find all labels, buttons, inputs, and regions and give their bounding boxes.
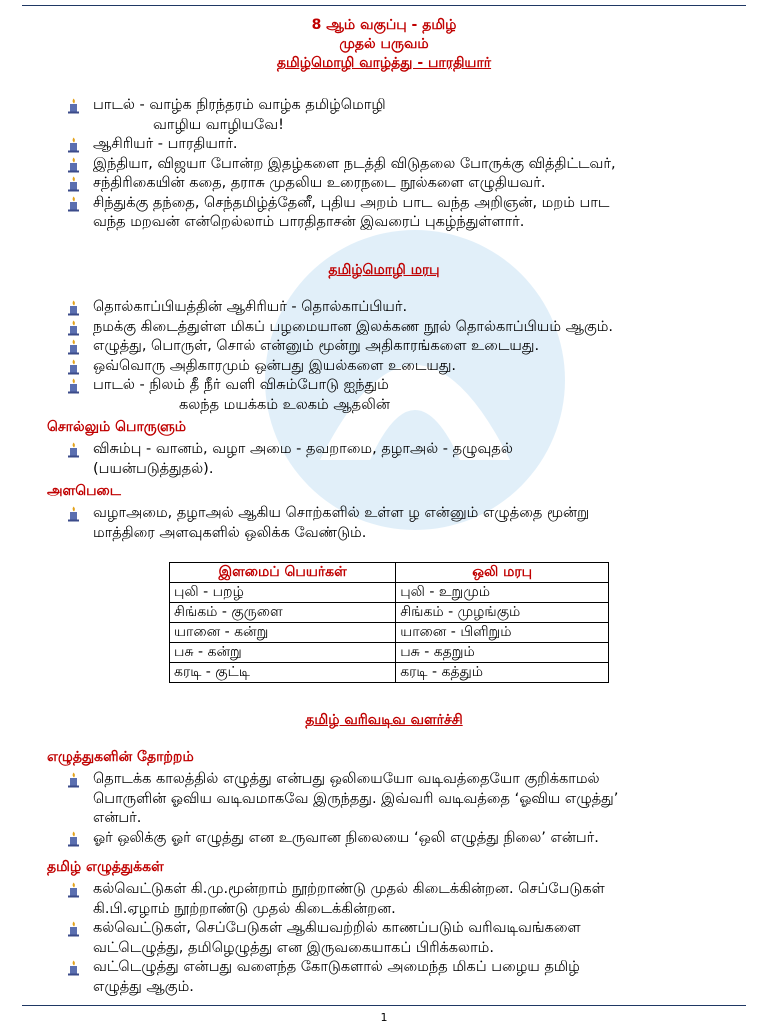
top-rule: [22, 5, 746, 6]
list-item: [67, 337, 747, 357]
list-item-text: சந்திரிகையின் கதை, தராசு முதலிய உரைநடை நூல்களை எழுதியவர்.: [93, 175, 546, 191]
names-table: [169, 562, 609, 683]
table-cell: யானை - பிளிறும்: [396, 623, 609, 643]
candle-bullet-icon: [67, 378, 81, 394]
list-item: [67, 829, 747, 849]
table-cell: பசு - கதறும்: [396, 643, 609, 663]
candle-bullet-icon: [67, 157, 81, 173]
list-item-text: ஆசிரியர் - பாரதியார்.: [93, 136, 238, 152]
table-row: [170, 603, 609, 623]
list-item-text: வழாஅமை, தழாஅல் ஆகிய சொற்களில் உள்ள ழ என்னும் எழுத்தை மூன்று: [93, 505, 590, 521]
list-item-text: கல்வெட்டுகள், செப்பேடுகள் ஆகியவற்றில் காணப்படும் வரிவடிவங்களை: [93, 920, 581, 936]
list-item: [67, 135, 747, 155]
candle-bullet-icon: [67, 176, 81, 192]
candle-bullet-icon: [67, 960, 81, 976]
list-item-text: வட்டெழுத்து, தமிழெழுத்து என இருவகையாகப் பிரிக்கலாம்.: [93, 939, 494, 956]
list-item-text: ஓர் ஒலிக்கு ஓர் எழுத்து என உருவான நிலையை ‘ஒலி எழுத்து நிலை’ என்பர்.: [93, 829, 599, 846]
list-item-text: மாத்திரை அளவுகளில் ஒலிக்க வேண்டும்.: [93, 524, 367, 541]
table-cell: புலி - பறழ்: [170, 583, 396, 603]
table-header-cell: ஒலி மரபு: [396, 563, 609, 583]
list-item: [67, 919, 747, 958]
list-item: [67, 958, 747, 997]
table-cell: புலி - உறுமும்: [396, 583, 609, 603]
list-item-text: (பயன்படுத்துதல்).: [93, 460, 214, 477]
list-item-text: எழுத்து, பொருள், சொல் என்னும் மூன்று அதிகாரங்களை உடையது.: [93, 338, 540, 354]
list-item-text: பாடல் - வாழ்க நிரந்தரம் வாழ்க தமிழ்மொழி: [93, 97, 386, 113]
table-header-cell: இளமைப் பெயர்கள்: [170, 563, 396, 583]
list-item-text: தொல்காப்பியத்தின் ஆசிரியர் - தொல்காப்பியர்.: [93, 299, 408, 315]
table-row: [170, 663, 609, 683]
table-cell: கரடி - கத்தும்: [396, 663, 609, 683]
list-item-text: வட்டெழுத்து என்பது வளைந்த கோடுகளால் அமைந்த மிகப் பழைய தமிழ்: [93, 959, 580, 975]
table-row: [170, 583, 609, 603]
candle-bullet-icon: [67, 300, 81, 316]
section2-list: [67, 298, 747, 415]
list-item-text: விசும்பு - வானம், வழா அமை - தவறாமை, தழாஅல் - தழுவுதல்: [93, 441, 513, 457]
list-item-text: வந்த மறவன் என்றெல்லாம் பாரதிதாசன் இவரைப் புகழ்ந்துள்ளார்.: [93, 214, 525, 230]
list-item-text: பொருளின் ஓவிய வடிவமாகவே இருந்தது. இவ்வரி வடிவத்தை ‘ஓவிய எழுத்து’: [93, 790, 619, 807]
candle-bullet-icon: [67, 442, 81, 458]
sollum-porulum-list: [67, 440, 747, 479]
table-body: [170, 583, 609, 683]
list-item-text: எழுத்து ஆகும்.: [93, 978, 194, 995]
list-item-text: கல்வெட்டுகள் கி.மு.மூன்றாம் நூற்றாண்டு முதல் கிடைக்கின்றன. செப்பேடுகள்: [93, 881, 605, 897]
section2-title: தமிழ்மொழி மரபு: [328, 262, 440, 278]
lesson-title: தமிழ்மொழி வாழ்த்து - பாரதியார்: [276, 55, 492, 71]
candle-bullet-icon: [67, 831, 81, 847]
origin-heading: எழுத்துகளின் தோற்றம்: [47, 749, 194, 765]
list-item-text: கி.பி.ஏழாம் நூற்றாண்டு முதல் கிடைக்கின்றன.: [93, 900, 396, 917]
candle-bullet-icon: [67, 339, 81, 355]
candle-bullet-icon: [67, 137, 81, 153]
candle-bullet-icon: [67, 772, 81, 788]
list-item: [67, 770, 747, 829]
origin-list: [67, 770, 747, 848]
alapedai-heading: அளபெடை: [47, 483, 121, 499]
list-item: [67, 174, 747, 194]
term-line: முதல் பருவம்: [339, 36, 429, 52]
candle-bullet-icon: [67, 320, 81, 336]
candle-bullet-icon: [67, 359, 81, 375]
section1-list: [67, 96, 747, 233]
list-item: [67, 96, 747, 135]
list-item: [67, 504, 747, 543]
table-cell: கரடி - குட்டி: [170, 663, 396, 683]
candle-bullet-icon: [67, 506, 81, 522]
list-item-text: இந்தியா, விஜயா போன்ற இதழ்களை நடத்தி விடுதலை போருக்கு வித்திட்டவர்,: [93, 155, 616, 172]
list-item: [67, 155, 747, 175]
section3-title: தமிழ் வரிவடிவ வளர்ச்சி: [305, 712, 463, 728]
list-item-text: வாழிய வாழியவே!: [153, 116, 284, 133]
list-item: [67, 440, 747, 479]
list-item: [67, 357, 747, 377]
list-item: [67, 376, 747, 415]
candle-bullet-icon: [67, 921, 81, 937]
list-item: [67, 318, 747, 338]
list-item: [67, 880, 747, 919]
alapedai-list: [67, 504, 747, 543]
candle-bullet-icon: [67, 882, 81, 898]
list-item-text: என்பர்.: [93, 810, 142, 826]
list-item-text: கலந்த மயக்கம் உலகம் ஆதலின்: [179, 396, 390, 413]
class-line: 8 ஆம் வகுப்பு - தமிழ்: [311, 17, 457, 33]
table-cell: பசு - கன்று: [170, 643, 396, 663]
list-item-text: பாடல் - நிலம் தீ நீர் வளி விசும்போடு ஐந்தும்: [93, 377, 389, 393]
sollum-porulum-heading: சொல்லும் பொருளும்: [47, 419, 187, 435]
tamil-letters-heading: தமிழ் எழுத்துக்கள்: [47, 859, 164, 875]
list-item-text: தொடக்க காலத்தில் எழுத்து என்பது ஒலியையோ வடிவத்தையோ குறிக்காமல்: [93, 771, 600, 787]
table-cell: சிங்கம் - முழங்கும்: [396, 603, 609, 623]
table-row: [170, 623, 609, 643]
table-header-row: [170, 563, 609, 583]
table-cell: சிங்கம் - குருளை: [170, 603, 396, 623]
list-item: [67, 298, 747, 318]
page-number: 1: [380, 1011, 388, 1024]
bottom-rule: [22, 1005, 746, 1006]
candle-bullet-icon: [67, 98, 81, 114]
candle-bullet-icon: [67, 196, 81, 212]
table-cell: யானை - கன்று: [170, 623, 396, 643]
page-header: [0, 16, 768, 73]
list-item-text: ஒவ்வொரு அதிகாரமும் ஒன்பது இயல்களை உடையது.: [93, 357, 457, 374]
table-row: [170, 643, 609, 663]
list-item-text: சிந்துக்கு தந்தை, செந்தமிழ்த்தேனீ, புதிய அறம் பாட வந்த அறிஞன், மறம் பாட: [93, 194, 610, 211]
list-item: [67, 194, 747, 233]
tamil-letters-list: [67, 880, 747, 997]
list-item-text: நமக்கு கிடைத்துள்ள மிகப் பழமையான இலக்கண நூல் தொல்காப்பியம் ஆகும்.: [93, 318, 614, 335]
